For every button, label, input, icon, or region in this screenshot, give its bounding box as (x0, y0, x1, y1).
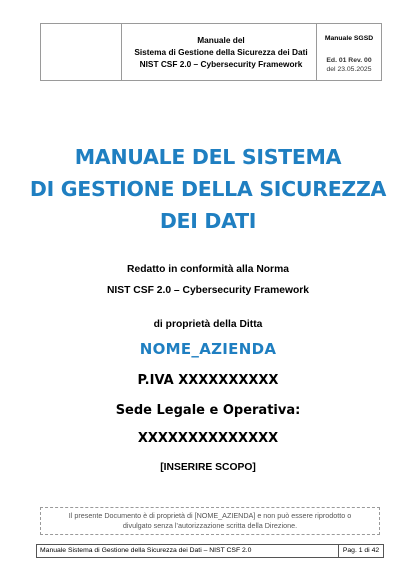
logo-placeholder (41, 24, 122, 80)
confidentiality-notice (40, 507, 380, 535)
notice-line: Il presente Documento è di proprietà di [NOME_AZIENDA] e non può essere riprodotto o (68, 511, 352, 520)
page-footer (36, 544, 384, 558)
vat-number: P.IVA XXXXXXXXXX (137, 373, 279, 388)
headquarters-label: Sede Legale e Operativa: (115, 403, 301, 418)
doc-label: Manuale SGSD (324, 35, 374, 42)
main-title-line: DEI DATI (159, 209, 257, 233)
company-name: NOME_AZIENDA (139, 340, 277, 358)
page-number: Pag. 1 di 42 (338, 545, 383, 557)
main-title (0, 141, 416, 237)
notice-line: divulgato senza l’autorizzazione scritta della Direzione. (122, 521, 298, 530)
ownership-label: di proprietà della Ditta (153, 319, 263, 330)
header-title-line: Sistema di Gestione della Sicurezza dei Dati (134, 47, 308, 57)
headquarters-value: XXXXXXXXXXXXXX (137, 431, 279, 446)
main-title-line: MANUALE DEL SISTEMA (74, 145, 342, 169)
footer-title: Manuale Sistema di Gestione della Sicurezza dei Dati – NIST CSF 2.0 (40, 547, 252, 554)
header-title-line: NIST CSF 2.0 – Cybersecurity Framework (139, 59, 303, 69)
document-header (40, 23, 382, 81)
header-title-line: Manuale del (197, 35, 245, 45)
edition-date: del 23.05.2025 (326, 66, 372, 73)
edition-label: Ed. 01 Rev. 00 (326, 57, 372, 64)
scope-placeholder: [INSERIRE SCOPO] (160, 462, 256, 473)
conformity-statement: Redatto in conformità alla Norma (127, 264, 289, 275)
main-title-line: DI GESTIONE DELLA SICUREZZA (29, 177, 387, 201)
header-doc-info (317, 24, 381, 80)
standard-name: NIST CSF 2.0 – Cybersecurity Framework (106, 285, 309, 296)
header-title (122, 24, 317, 80)
